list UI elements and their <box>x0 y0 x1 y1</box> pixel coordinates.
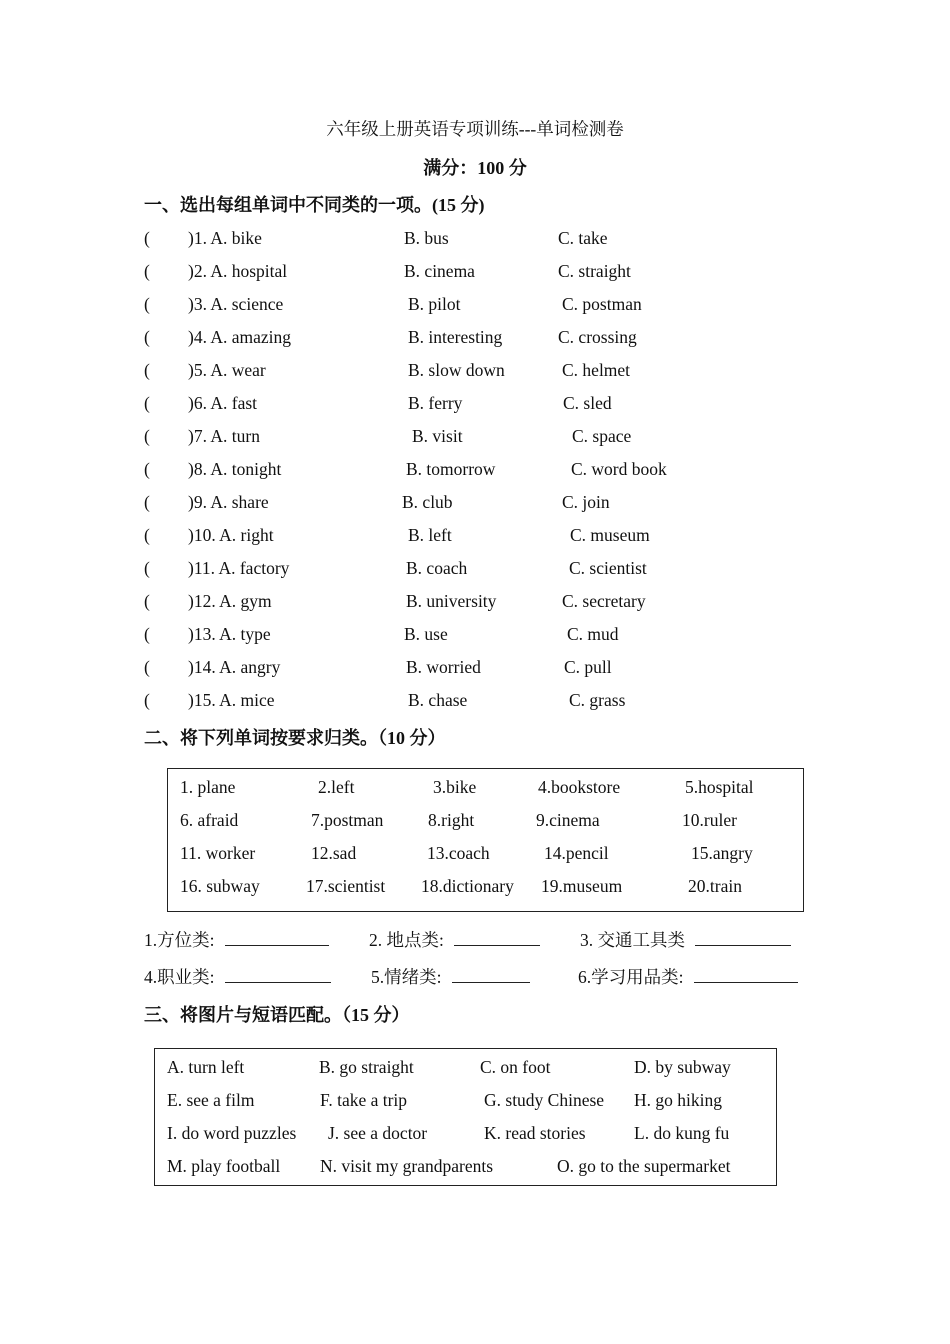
question-row <box>144 492 844 518</box>
word-item: 20.train <box>688 876 742 896</box>
option-b: B. bus <box>404 228 449 248</box>
phrase-item: B. go straight <box>319 1057 414 1077</box>
answer-bracket[interactable]: ( <box>144 690 150 710</box>
word-item: 10.ruler <box>682 810 737 830</box>
word-item: 18.dictionary <box>421 876 514 896</box>
question-row <box>144 261 844 287</box>
page-title: 六年级上册英语专项训练---单词检测卷 <box>326 119 624 139</box>
phrase-item: K. read stories <box>484 1123 586 1143</box>
question-row <box>144 591 844 617</box>
category-label: 1.方位类: <box>144 930 215 950</box>
question-row <box>144 426 844 452</box>
word-bank-box <box>167 768 804 912</box>
category-line <box>144 964 331 989</box>
answer-bracket[interactable]: ( <box>144 426 150 446</box>
section3-heading: 三、将图片与短语匹配。（15 分） <box>144 1005 410 1025</box>
category-label: 2. 地点类: <box>369 930 444 950</box>
option-a: )14. A. angry <box>188 657 281 677</box>
word-item: 15.angry <box>691 843 753 863</box>
option-c: C. grass <box>569 690 626 710</box>
word-item: 19.museum <box>541 876 623 896</box>
answer-bracket[interactable]: ( <box>144 294 150 314</box>
question-row <box>144 393 844 419</box>
option-a: )3. A. science <box>188 294 284 314</box>
word-item: 17.scientist <box>306 876 386 896</box>
option-b: B. visit <box>412 426 463 446</box>
option-c: C. postman <box>562 294 642 314</box>
option-a: )8. A. tonight <box>188 459 282 479</box>
phrase-item: C. on foot <box>480 1057 551 1077</box>
option-c: C. space <box>572 426 632 446</box>
option-c: C. helmet <box>562 360 631 380</box>
answer-blank[interactable] <box>694 964 798 983</box>
phrase-item: E. see a film <box>167 1090 255 1110</box>
category-line <box>578 964 798 989</box>
category-label: 3. 交通工具类 <box>580 930 685 950</box>
question-row <box>144 690 844 716</box>
answer-bracket[interactable]: ( <box>144 393 150 413</box>
option-b: B. left <box>408 525 452 545</box>
option-b: B. worried <box>406 657 481 677</box>
phrase-item: M. play football <box>167 1156 281 1176</box>
option-b: B. ferry <box>408 393 463 413</box>
option-b: B. university <box>406 591 497 611</box>
word-item: 11. worker <box>180 843 256 863</box>
answer-bracket[interactable]: ( <box>144 624 150 644</box>
option-a: )12. A. gym <box>188 591 272 611</box>
option-a: )6. A. fast <box>188 393 258 413</box>
full-score: 满分：100 分 <box>423 158 527 178</box>
word-item: 7.postman <box>311 810 384 830</box>
word-item: 6. afraid <box>180 810 239 830</box>
option-b: B. slow down <box>408 360 505 380</box>
option-c: C. museum <box>570 525 650 545</box>
word-item: 13.coach <box>427 843 490 863</box>
option-a: )4. A. amazing <box>188 327 292 347</box>
word-item: 2.left <box>318 777 355 797</box>
phrase-item: G. study Chinese <box>484 1090 605 1110</box>
option-a: )15. A. mice <box>188 690 275 710</box>
answer-bracket[interactable]: ( <box>144 591 150 611</box>
answer-blank[interactable] <box>225 964 331 983</box>
question-row <box>144 294 844 320</box>
phrase-item: J. see a doctor <box>328 1123 428 1143</box>
option-b: B. coach <box>406 558 468 578</box>
answer-bracket[interactable]: ( <box>144 525 150 545</box>
question-row <box>144 360 844 386</box>
answer-blank[interactable] <box>695 927 791 946</box>
answer-bracket[interactable]: ( <box>144 327 150 347</box>
phrase-bank-box <box>154 1048 777 1186</box>
answer-bracket[interactable]: ( <box>144 228 150 248</box>
question-row <box>144 525 844 551</box>
category-line <box>371 964 530 989</box>
option-b: B. tomorrow <box>406 459 496 479</box>
phrase-item: D. by subway <box>634 1057 731 1077</box>
option-a: )1. A. bike <box>188 228 262 248</box>
option-a: )10. A. right <box>188 525 274 545</box>
option-a: )7. A. turn <box>188 426 260 446</box>
option-a: )13. A. type <box>188 624 271 644</box>
option-b: B. interesting <box>408 327 503 347</box>
word-item: 16. subway <box>180 876 260 896</box>
word-item: 8.right <box>428 810 475 830</box>
answer-bracket[interactable]: ( <box>144 459 150 479</box>
option-c: C. join <box>562 492 610 512</box>
phrase-item: A. turn left <box>167 1057 245 1077</box>
word-item: 14.pencil <box>544 843 609 863</box>
phrase-item: I. do word puzzles <box>167 1123 297 1143</box>
option-b: B. chase <box>408 690 468 710</box>
answer-bracket[interactable]: ( <box>144 558 150 578</box>
option-c: C. take <box>558 228 608 248</box>
answer-bracket[interactable]: ( <box>144 360 150 380</box>
option-a: )5. A. wear <box>188 360 266 380</box>
answer-blank[interactable] <box>452 964 530 983</box>
word-item: 1. plane <box>180 777 236 797</box>
phrase-item: N. visit my grandparents <box>320 1156 494 1176</box>
option-a: )2. A. hospital <box>188 261 288 281</box>
phrase-item: O. go to the supermarket <box>557 1156 731 1176</box>
answer-blank[interactable] <box>454 927 540 946</box>
answer-blank[interactable] <box>225 927 329 946</box>
word-item: 5.hospital <box>685 777 754 797</box>
option-a: )11. A. factory <box>188 558 290 578</box>
category-label: 4.职业类: <box>144 967 215 987</box>
word-item: 4.bookstore <box>538 777 621 797</box>
category-line <box>369 927 540 952</box>
question-row <box>144 228 844 254</box>
option-c: C. mud <box>567 624 619 644</box>
option-a: )9. A. share <box>188 492 269 512</box>
option-c: C. straight <box>558 261 631 281</box>
option-c: C. word book <box>571 459 667 479</box>
question-row <box>144 657 844 683</box>
category-line <box>144 927 329 952</box>
phrase-item: F. take a trip <box>320 1090 408 1110</box>
answer-bracket[interactable]: ( <box>144 492 150 512</box>
category-line <box>580 927 791 952</box>
word-item: 9.cinema <box>536 810 600 830</box>
word-item: 12.sad <box>311 843 357 863</box>
option-b: B. use <box>404 624 448 644</box>
word-item: 3.bike <box>433 777 477 797</box>
question-row <box>144 624 844 650</box>
option-c: C. sled <box>563 393 612 413</box>
option-c: C. scientist <box>569 558 647 578</box>
section1-heading: 一、选出每组单词中不同类的一项。(15 分) <box>144 195 485 215</box>
section2-heading: 二、将下列单词按要求归类。（10 分） <box>144 728 446 748</box>
option-b: B. club <box>402 492 453 512</box>
phrase-item: H. go hiking <box>634 1090 722 1110</box>
option-c: C. crossing <box>558 327 637 347</box>
option-b: B. cinema <box>404 261 475 281</box>
answer-bracket[interactable]: ( <box>144 657 150 677</box>
question-row <box>144 558 844 584</box>
option-c: C. secretary <box>562 591 646 611</box>
question-row <box>144 327 844 353</box>
category-label: 5.情绪类: <box>371 967 442 987</box>
question-row <box>144 459 844 485</box>
category-label: 6.学习用品类: <box>578 967 684 987</box>
answer-bracket[interactable]: ( <box>144 261 150 281</box>
phrase-item: L. do kung fu <box>634 1123 730 1143</box>
option-b: B. pilot <box>408 294 461 314</box>
option-c: C. pull <box>564 657 612 677</box>
